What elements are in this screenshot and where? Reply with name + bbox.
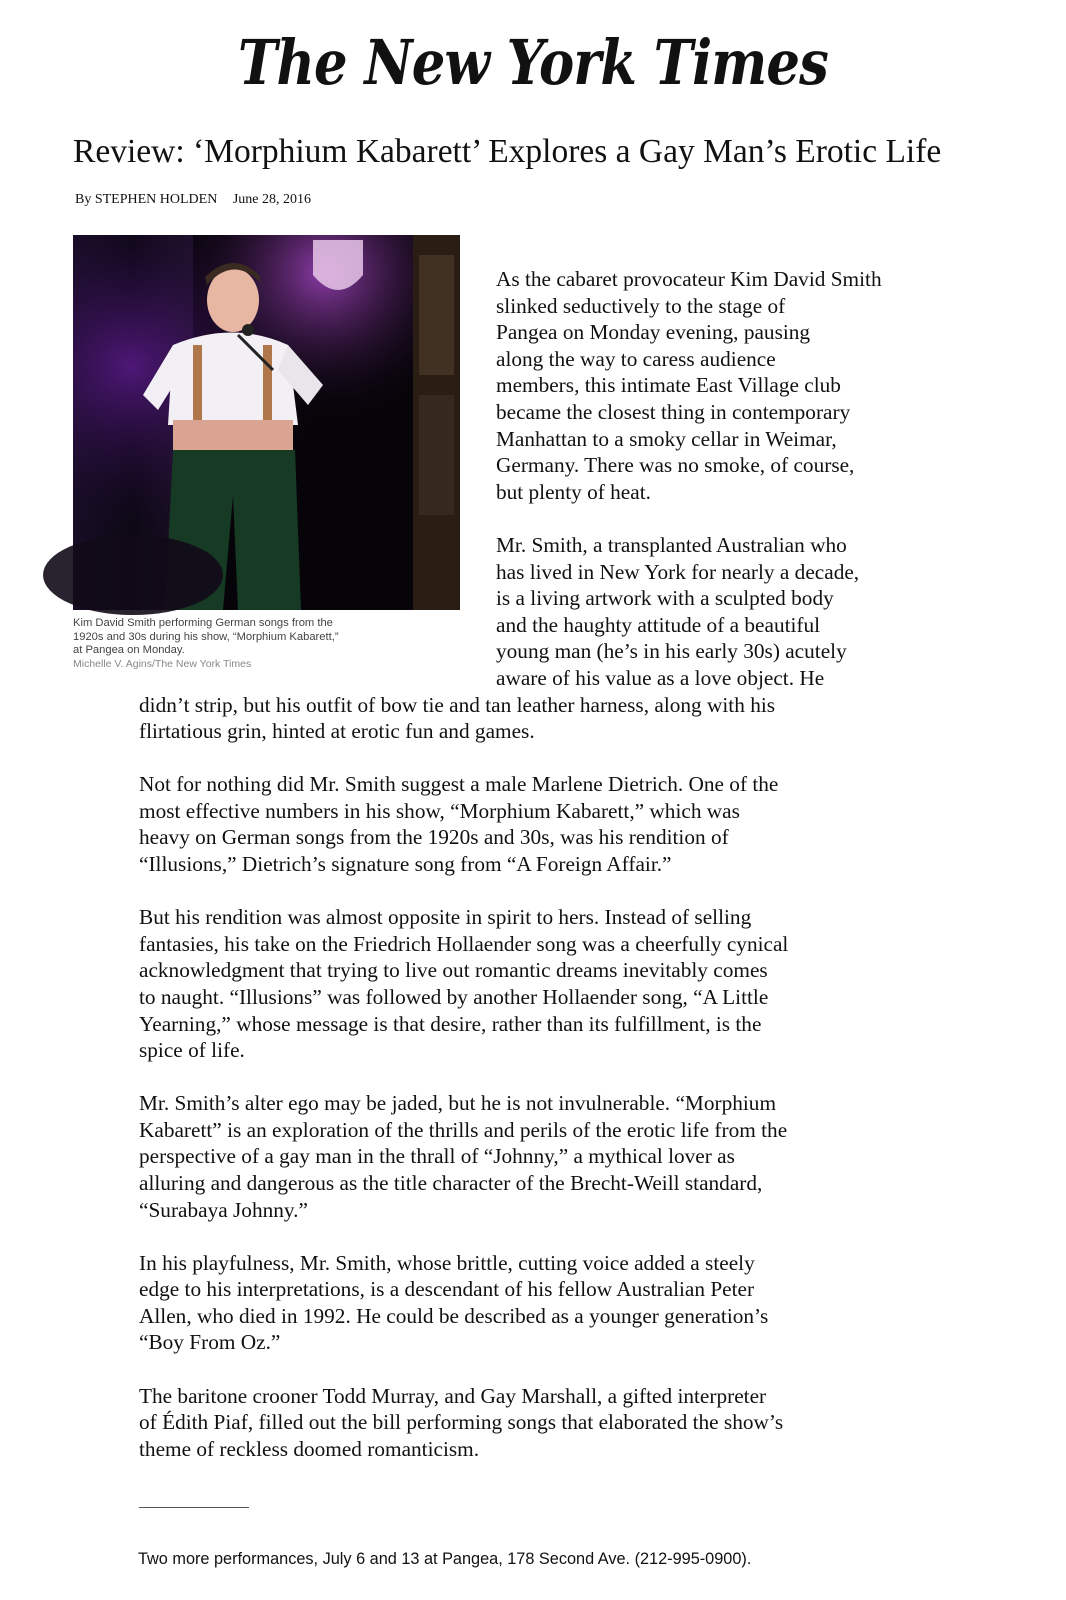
body-line: slinked seductively to the stage of <box>496 294 786 318</box>
body-line: Pangea on Monday evening, pausing <box>496 320 811 344</box>
body-line: became the closest thing in contemporary <box>496 400 851 424</box>
nyt-logo-text: The New York Times <box>238 26 829 99</box>
publish-date: June 28, 2016 <box>232 192 312 207</box>
body-line: is a living artwork with a sculpted body <box>496 586 834 610</box>
photo-credit: Michelle V. Agins/The New York Times <box>73 657 252 670</box>
body-line: of Édith Piaf, filled out the bill performing songs that elaborated the show’s <box>139 1410 784 1434</box>
body-line: heavy on German songs from the 1920s and 30s, was his rendition of <box>139 825 729 849</box>
body-line: In his playfulness, Mr. Smith, whose brittle, cutting voice added a steely <box>139 1251 755 1275</box>
article-headline: Review: ‘Morphium Kabarett’ Explores a Gay Man’s Erotic Life <box>73 133 942 170</box>
body-line: Allen, who died in 1992. He could be described as a younger generation’s <box>139 1304 769 1328</box>
body-line: “Boy From Oz.” <box>139 1330 281 1354</box>
body-line: edge to his interpretations, is a descendant of his fellow Australian Peter <box>139 1277 755 1301</box>
body-line: As the cabaret provocateur Kim David Smith <box>496 267 882 291</box>
body-line: Mr. Smith, a transplanted Australian who <box>496 533 847 557</box>
body-line: “Surabaya Johnny.” <box>139 1198 308 1222</box>
body-line: aware of his value as a love object. He <box>496 666 825 690</box>
section-divider <box>139 1507 249 1508</box>
body-line: The baritone crooner Todd Murray, and Gay Marshall, a gifted interpreter <box>139 1384 767 1408</box>
body-line: Germany. There was no smoke, of course, <box>496 453 855 477</box>
body-line: to naught. “Illusions” was followed by another Hollaender song, “A Little <box>139 985 769 1009</box>
body-line: But his rendition was almost opposite in spirit to hers. Instead of selling <box>139 905 752 929</box>
body-line: theme of reckless doomed romanticism. <box>139 1437 480 1461</box>
performance-info: Two more performances, July 6 and 13 at Pangea, 178 Second Ave. (212-995-0900). <box>138 1550 752 1568</box>
body-line: Mr. Smith’s alter ego may be jaded, but he is not invulnerable. “Morphium <box>139 1091 777 1115</box>
body-line: “Illusions,” Dietrich’s signature song from “A Foreign Affair.” <box>139 852 672 876</box>
body-line: perspective of a gay man in the thrall of “Johnny,” a mythical lover as <box>139 1144 735 1168</box>
body-line: has lived in New York for nearly a decade, <box>496 560 860 584</box>
body-line: Not for nothing did Mr. Smith suggest a male Marlene Dietrich. One of the <box>139 772 779 796</box>
caption-line: 1920s and 30s during his show, “Morphium Kabarett,” <box>73 630 339 643</box>
body-line: and the haughty attitude of a beautiful <box>496 613 821 637</box>
body-line: didn’t strip, but his outfit of bow tie and tan leather harness, along with his <box>139 693 776 717</box>
body-line: flirtatious grin, hinted at erotic fun and games. <box>139 719 535 743</box>
body-line: along the way to caress audience <box>496 347 776 371</box>
body-line: most effective numbers in his show, “Morphium Kabarett,” which was <box>139 799 740 823</box>
body-line: young man (he’s in his early 30s) acutely <box>496 639 847 663</box>
body-line: fantasies, his take on the Friedrich Hollaender song was a cheerfully cynical <box>139 932 789 956</box>
author-name[interactable]: By STEPHEN HOLDEN <box>75 192 218 207</box>
body-line: spice of life. <box>139 1038 245 1062</box>
body-line: but plenty of heat. <box>496 480 651 504</box>
body-line: acknowledgment that trying to live out romantic dreams inevitably comes <box>139 958 768 982</box>
body-line: Yearning,” whose message is that desire, rather than its fulfillment, is the <box>139 1012 762 1036</box>
body-line: Manhattan to a smoky cellar in Weimar, <box>496 427 837 451</box>
body-line: alluring and dangerous as the title character of the Brecht-Weill standard, <box>139 1171 763 1195</box>
caption-line: at Pangea on Monday. <box>73 644 185 656</box>
body-line: members, this intimate East Village club <box>496 373 841 397</box>
caption-line: Kim David Smith performing German songs from the <box>73 617 333 629</box>
body-line: Kabarett” is an exploration of the thrills and perils of the erotic life from the <box>139 1118 788 1142</box>
